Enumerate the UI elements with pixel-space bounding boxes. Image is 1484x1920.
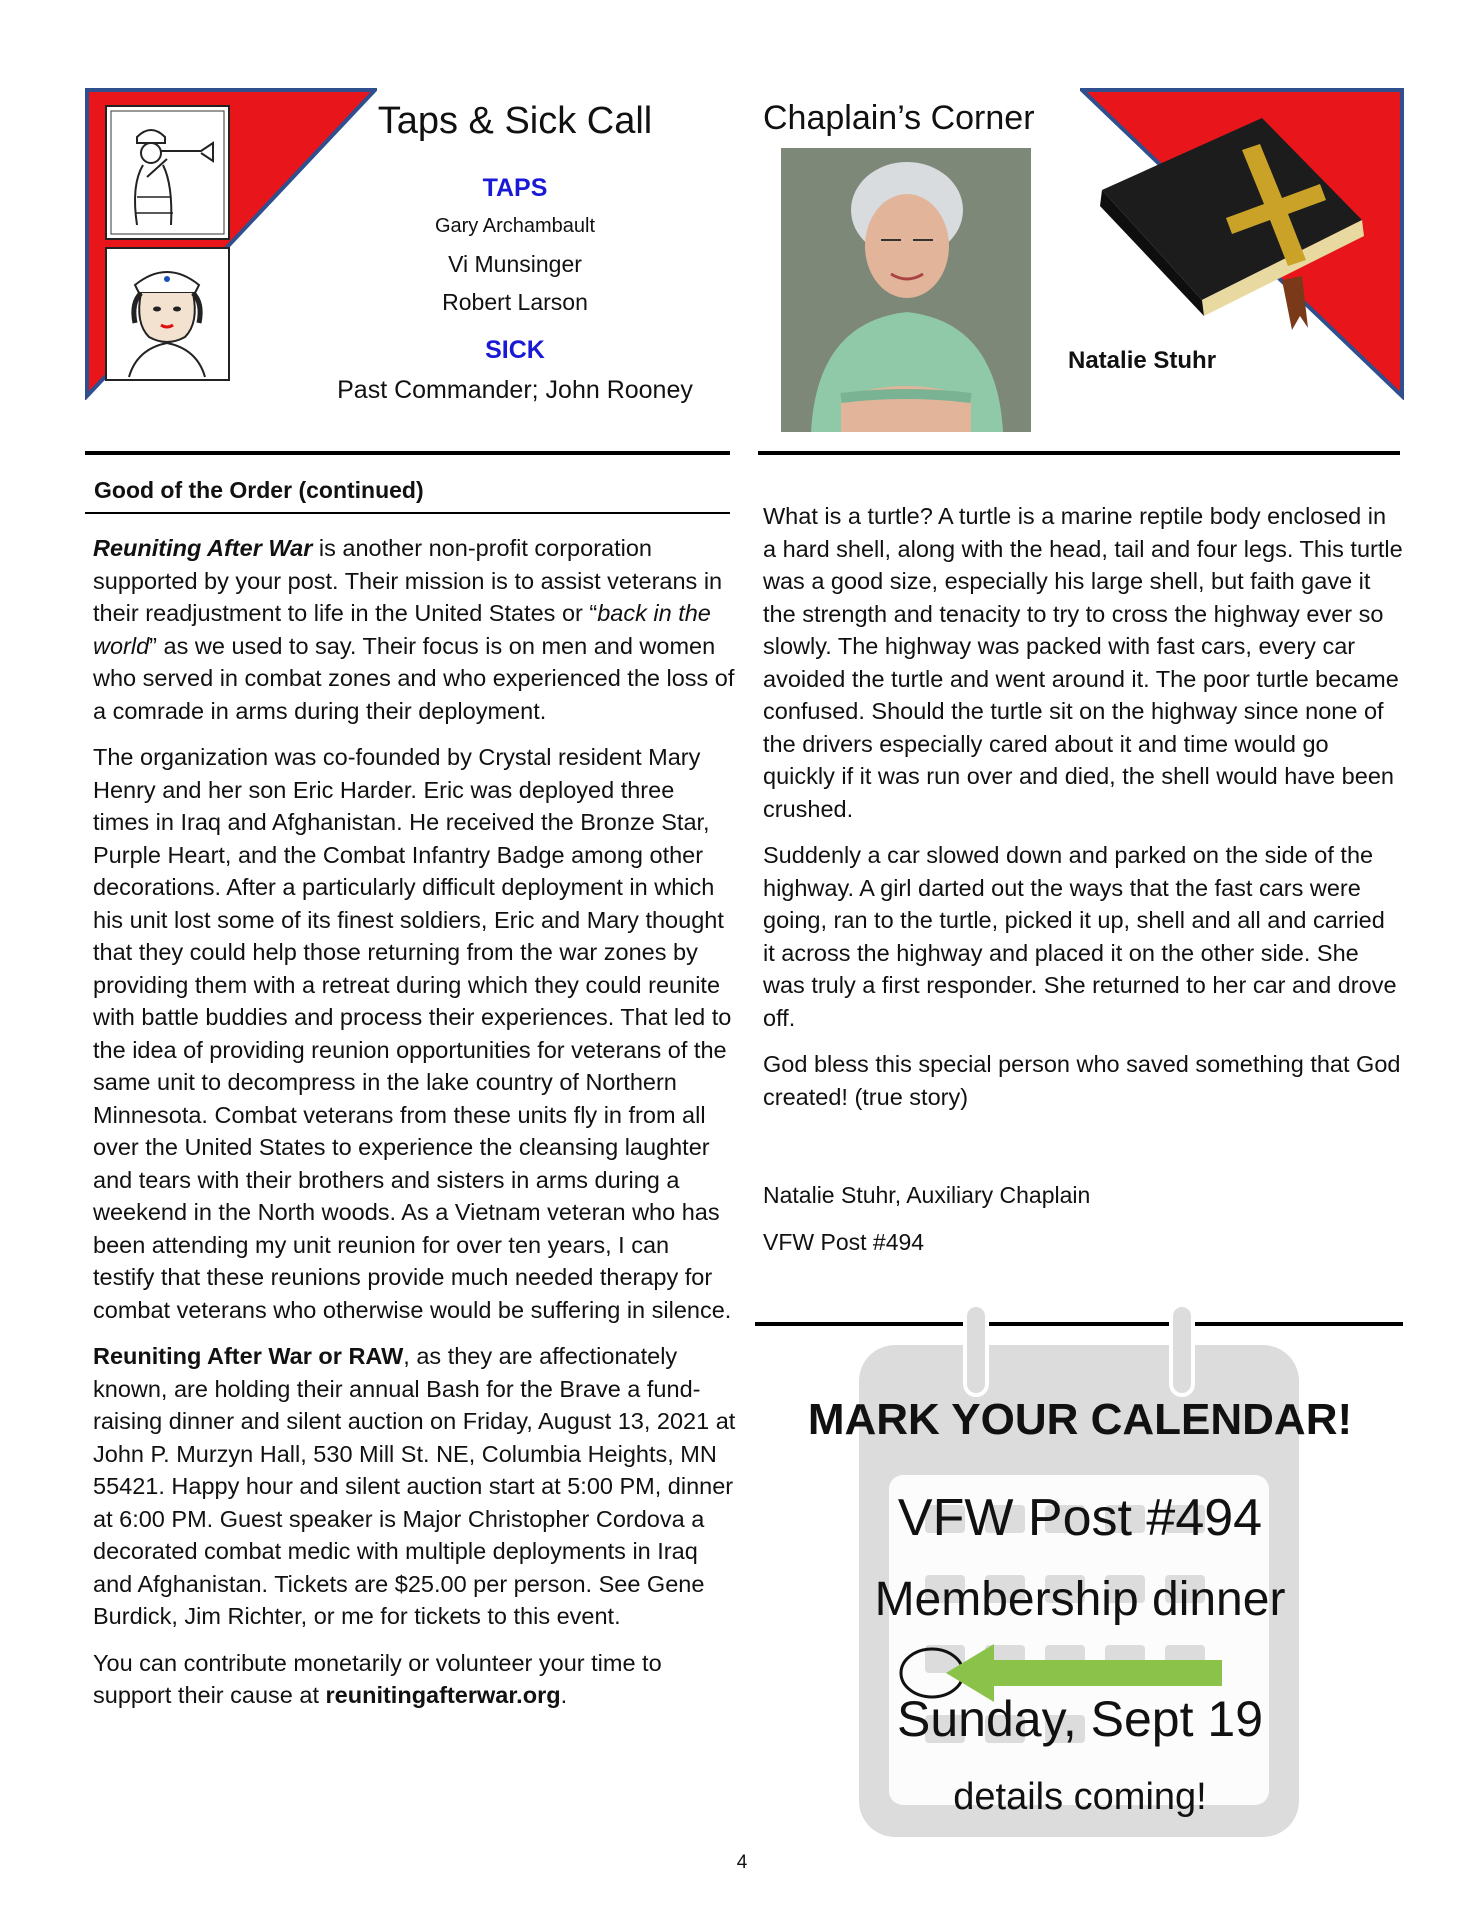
calendar-date: Sunday, Sept 19 xyxy=(896,1691,1263,1747)
good-order-heading: Good of the Order (continued) xyxy=(94,477,424,503)
taps-name: Gary Archambault xyxy=(434,215,596,237)
text-span: ” as we used to say. Their focus is on men and women who served in combat zones and who experienced the loss of a comrade in arms during their deployment. xyxy=(93,632,735,724)
good-order-body xyxy=(93,532,736,1726)
bible-icon xyxy=(1092,110,1372,340)
calendar-headline: MARK YOUR CALENDAR! xyxy=(807,1395,1353,1444)
paragraph xyxy=(93,1647,736,1712)
text-span: You can contribute monetarily or volunteer your time to support their cause at xyxy=(93,1649,662,1708)
calendar-details: details coming! xyxy=(953,1776,1207,1818)
paragraph: Suddenly a car slowed down and parked on the side of the highway. A girl darted out the ways that the fast cars were going, ran to the turtle, picked it up, shell and all and carried it across the highway and placed it on the other side. She was truly a first responder. She returned to her car and drove off. xyxy=(763,842,1397,1031)
org-name: Reuniting After War xyxy=(93,535,313,561)
chaplain-article xyxy=(763,500,1403,1127)
divider xyxy=(758,451,1400,455)
heading-underline xyxy=(85,512,730,514)
chaplain-title: Chaplain’s Corner xyxy=(763,99,1035,137)
calendar-line2: Membership dinner xyxy=(874,1573,1286,1626)
bugler-icon xyxy=(107,107,228,238)
quote-italic: back in the world xyxy=(93,600,711,659)
nurse-image xyxy=(105,247,230,381)
chaplain-post: VFW Post #494 xyxy=(763,1229,925,1255)
paragraph xyxy=(93,532,736,727)
text-span: . xyxy=(560,1682,568,1708)
divider xyxy=(85,451,730,455)
bugler-image xyxy=(105,105,230,240)
sick-heading: SICK xyxy=(485,336,545,364)
sick-entry: Past Commander; John Rooney xyxy=(337,376,693,404)
website-link[interactable]: reunitingafterwar.org xyxy=(325,1682,561,1708)
chaplain-name: Natalie Stuhr xyxy=(1068,347,1217,374)
page-number: 4 xyxy=(736,1852,748,1873)
org-name-bold: Reuniting After War or RAW xyxy=(93,1343,404,1369)
paragraph: What is a turtle? A turtle is a marine reptile body enclosed in a hard shell, along with the head, tail and four legs. This turtle was a good size, especially his large shell, but faith gave it the strength and tenacity to try to cross the highway ever so slowly. The highway was packed with fast cars, every car avoided the turtle and went around it. The poor turtle became confused. Should the turtle sit on the highway since none of the drivers especially cared about it and time would go quickly if it was run over and died, the shell would have been crushed. xyxy=(763,503,1403,822)
text-span: is another non-profit corporation supported by your post. Their mission is to assist veterans in their readjustment to life in the United States or “ xyxy=(93,535,723,626)
taps-name: Robert Larson xyxy=(442,289,588,315)
taps-name: Vi Munsinger xyxy=(448,251,582,277)
paragraph: God bless this special person who saved something that God created! (true story) xyxy=(763,1051,1401,1110)
paragraph: The organization was co-founded by Crystal resident Mary Henry and her son Eric Harder. Eric was deployed three times in Iraq and Afghanistan. He received the Bronze Star, Purple Heart, and the Combat Infantry Badge among other decorations. After a particularly difficult deployment in which his unit lost some of its finest soldiers, Eric and Mary thought that they could help those returning from the war zones by providing them with a retreat during which they could reunite with battle buddies and process their experiences. That led to the idea of providing reunion opportunities for veterans of the same unit to decompress in the lake country of Northern Minnesota. Combat veterans from these units fly in from all over the United States to experience the cleansing laughter and tears with their brothers and sisters in arms during a weekend in the North woods. As a Vietnam veteran who has been attending my unit reunion for over ten years, I can testify that these reunions provide much needed therapy for combat veterans who otherwise would be suffering in silence. xyxy=(93,744,732,1323)
calendar-line1: VFW Post #494 xyxy=(897,1489,1263,1547)
taps-heading: TAPS xyxy=(482,174,548,202)
nurse-icon xyxy=(107,249,228,379)
taps-title: Taps & Sick Call xyxy=(377,100,653,142)
paragraph xyxy=(93,1340,736,1633)
text-span: , as they are affectionately known, are holding their annual Bash for the Brave a fund-raising dinner and silent auction on Friday, August 13, 2021 at John P. Murzyn Hall, 530 Mill St. NE, Columbia Heights, MN 55421. Happy hour and silent auction start at 5:00 PM, dinner at 6:00 PM. Guest speaker is Major Christopher Cordova a decorated combat medic with multiple deployments in Iraq and Afghanistan. Tickets are $25.00 per person. See Gene Burdick, Jim Richter, or me for tickets to this event. xyxy=(93,1343,736,1629)
chaplain-photo xyxy=(781,148,1031,432)
chaplain-signature: Natalie Stuhr, Auxiliary Chaplain xyxy=(763,1182,1091,1208)
